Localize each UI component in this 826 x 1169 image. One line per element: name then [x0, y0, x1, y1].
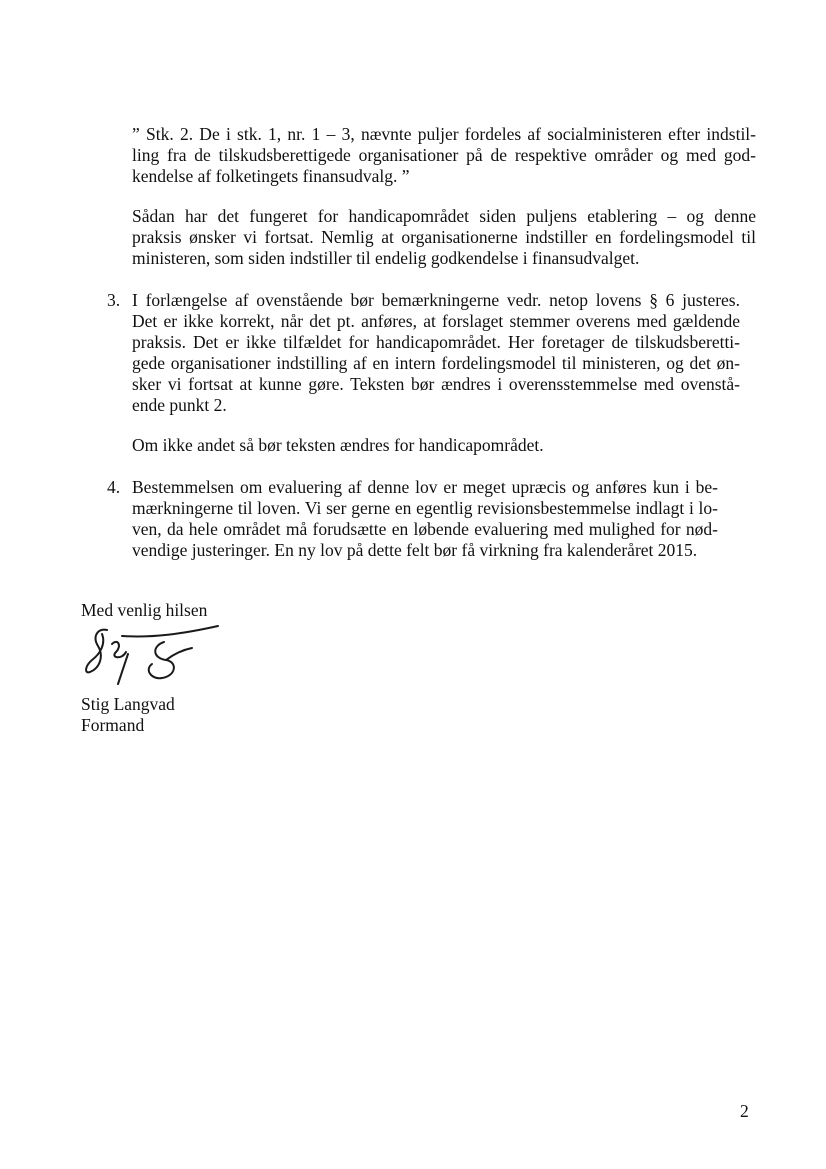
item3-line: praksis. Det er ikke tilfældet for handicapområdet. Her foretager de tilskudsberetti-: [132, 332, 740, 352]
signature-image: [82, 624, 232, 694]
practice-line: Sådan har det fungeret for handicapområdet siden puljens etablering – og denne: [132, 206, 756, 226]
item4-line: vendige justeringer. En ny lov på dette felt bør få virkning fra kalenderåret 2015.: [132, 540, 698, 560]
item3-note: Om ikke andet så bør teksten ændres for handicapområdet.: [132, 435, 544, 455]
item4-line: mærkningerne til loven. Vi ser gerne en egentlig revisionsbestemmelse indlagt i lo-: [132, 498, 718, 518]
page-number: 2: [740, 1101, 749, 1121]
item3-line: ende punkt 2.: [132, 395, 227, 415]
practice-line: praksis ønsker vi fortsat. Nemlig at organisationerne indstiller en fordelingsmodel til: [132, 227, 756, 247]
item3-line: gede organisationer indstilling af en intern fordelingsmodel til ministeren, og det øn-: [132, 353, 740, 373]
closing-greeting: Med venlig hilsen: [81, 600, 208, 620]
item4-paragraph: [132, 477, 718, 561]
item3-paragraph: [132, 290, 740, 416]
stk2-line: ” Stk. 2. De i stk. 1, nr. 1 – 3, nævnte puljer fordeles af socialministeren efter indstil-: [132, 124, 756, 144]
stk2-line: kendelse af folketingets finansudvalg. ”: [132, 166, 410, 186]
stk2-line: ling fra de tilskudsberettigede organisationer på de respektive områder og med god-: [132, 145, 756, 165]
item3-line: I forlængelse af ovenstående bør bemærkningerne vedr. netop lovens § 6 justeres.: [132, 290, 740, 310]
item4-number: 4.: [107, 477, 121, 497]
item3-line: sker vi fortsat at kunne gøre. Teksten bør ændres i overensstemmelse med ovenstå-: [132, 374, 740, 394]
practice-paragraph: [132, 206, 756, 269]
item3-number: 3.: [107, 290, 121, 310]
item4-line: Bestemmelsen om evaluering af denne lov er meget upræcis og anføres kun i be-: [132, 477, 718, 497]
practice-line: ministeren, som siden indstiller til endelig godkendelse i finansudvalget.: [132, 248, 640, 268]
item4-line: ven, da hele området må forudsætte en løbende evaluering med mulighed for nød-: [132, 519, 718, 539]
closing-name: Stig Langvad: [81, 694, 175, 714]
stk2-paragraph: [132, 124, 756, 187]
closing-title: Formand: [81, 715, 145, 735]
item3-line: Det er ikke korrekt, når det pt. anføres, at forslaget stemmer overens med gældende: [132, 311, 740, 331]
